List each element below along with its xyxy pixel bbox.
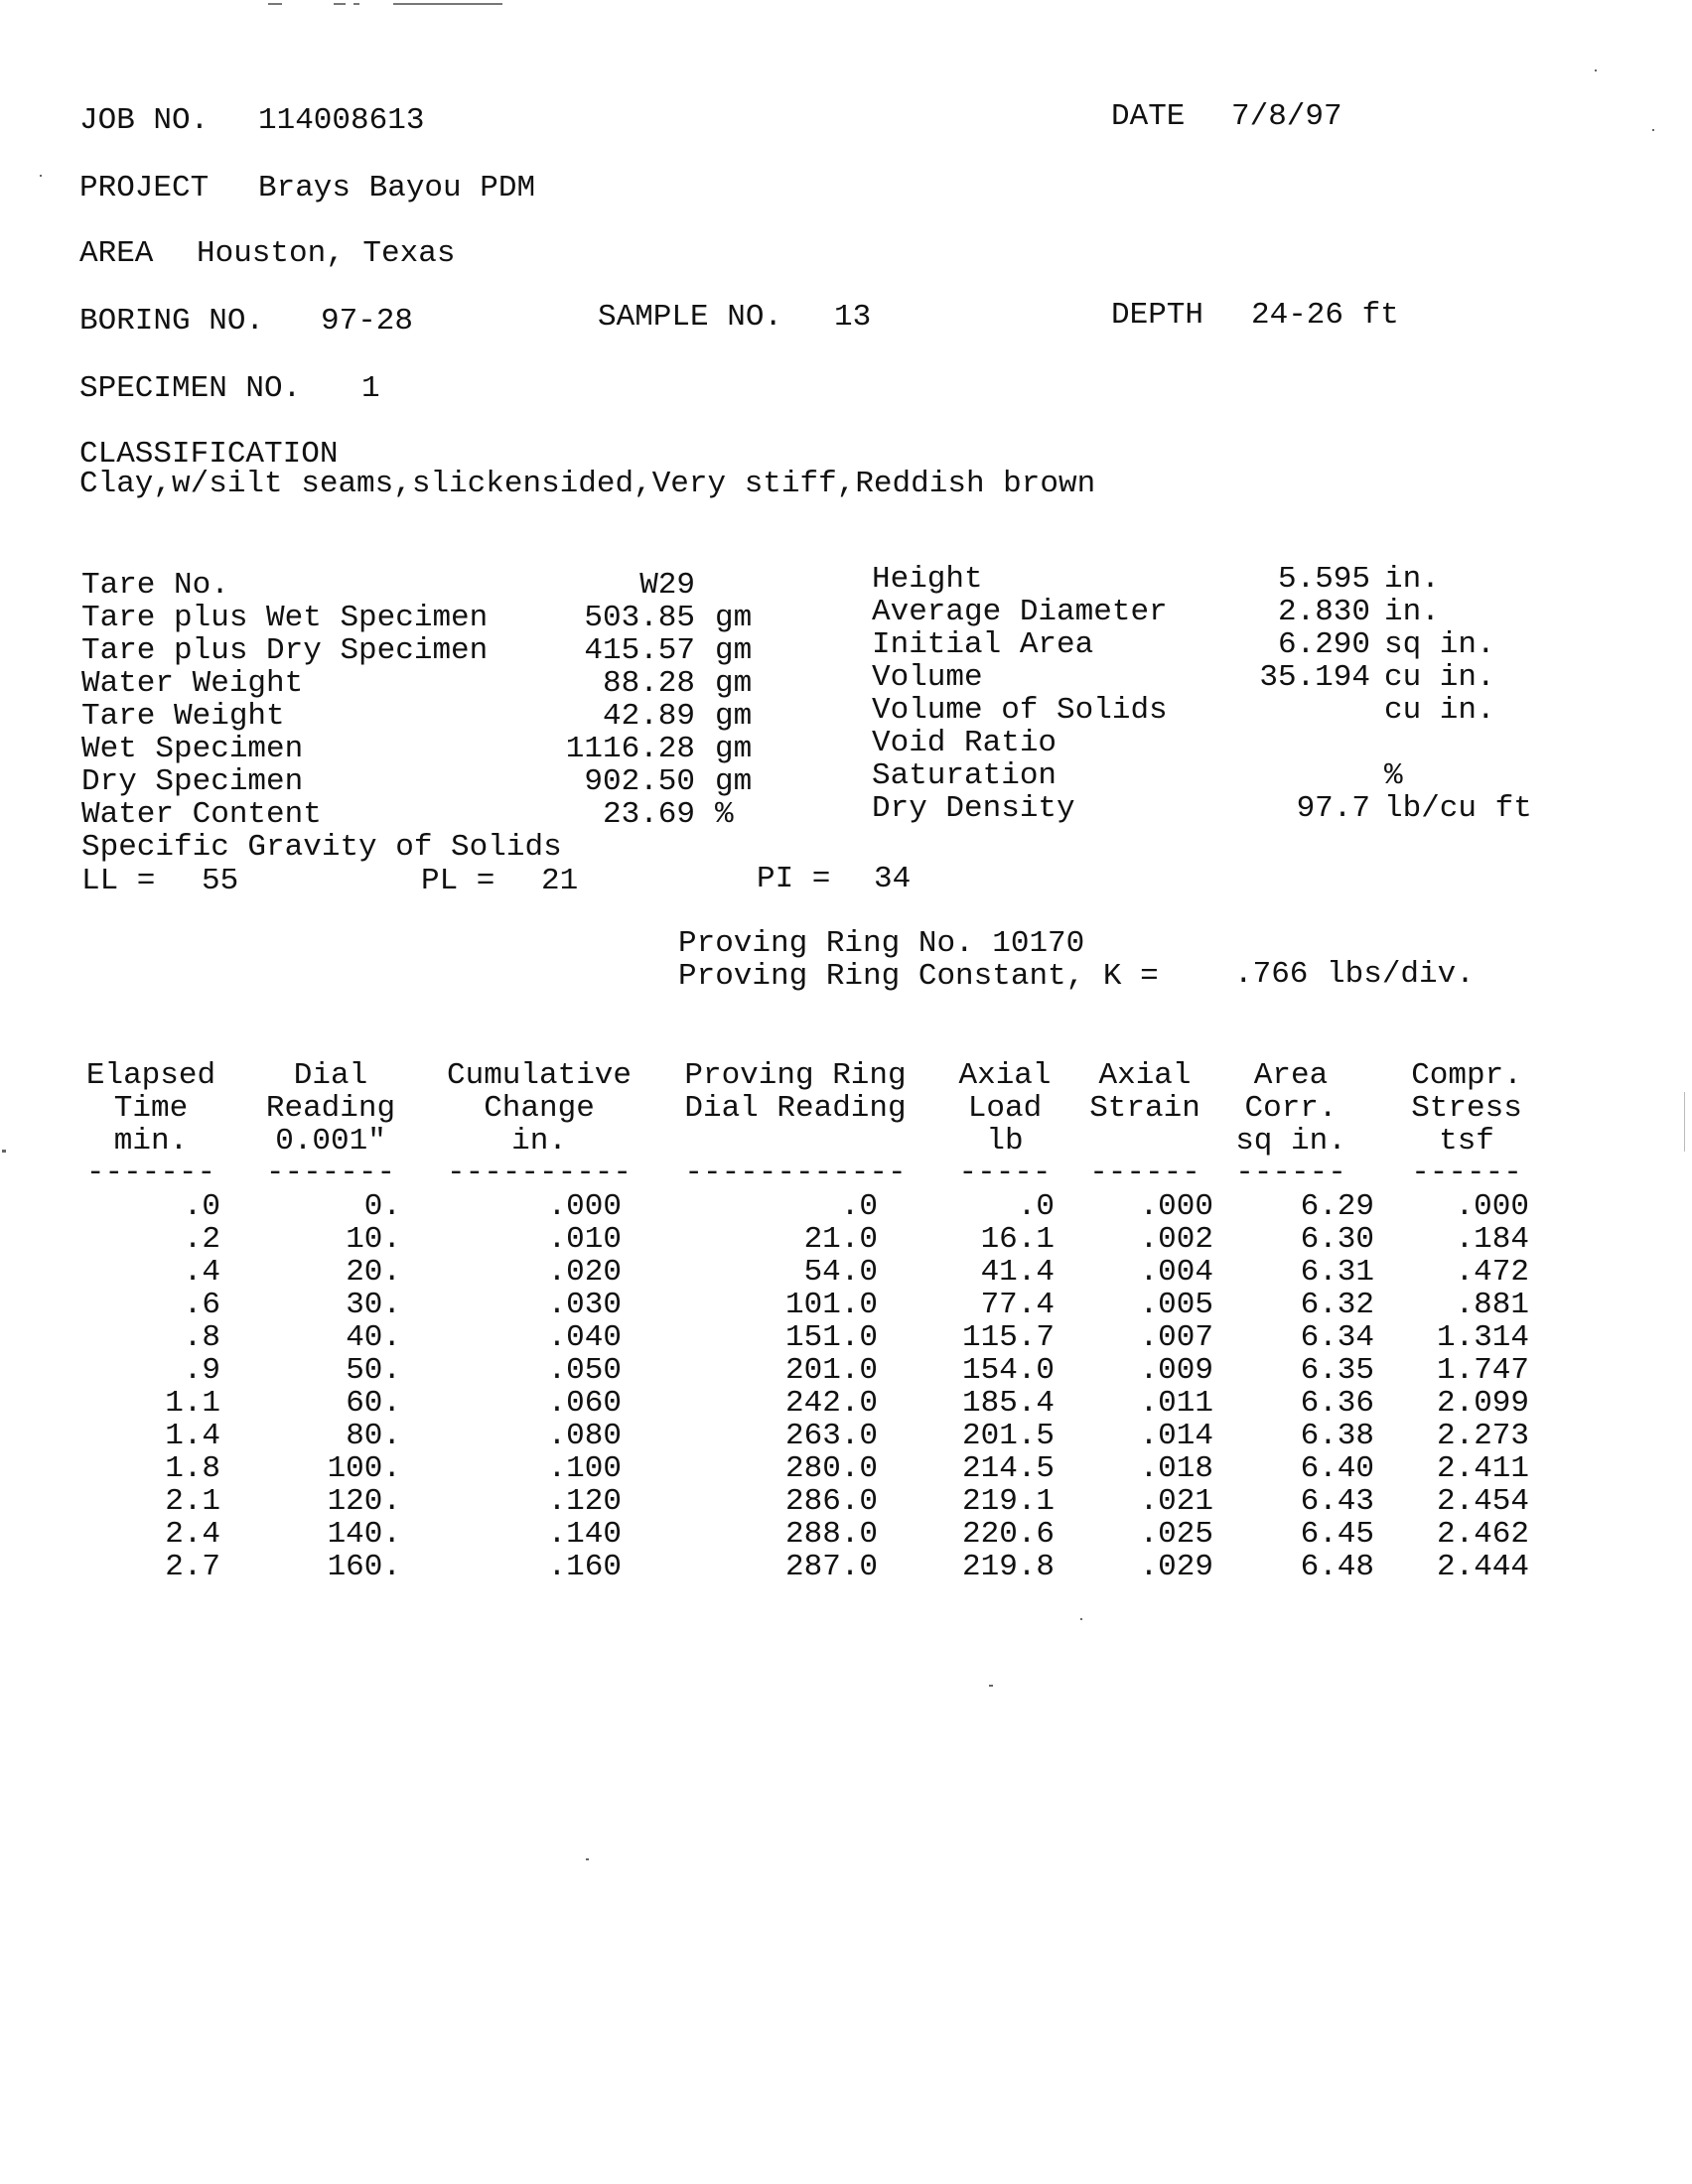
specimen-value: 1 [361,371,380,406]
property-label: Height [872,562,983,597]
sample-label: SAMPLE NO. [598,300,783,335]
table-cell: 219.8 [961,1550,1055,1584]
table-cell: 160. [327,1550,401,1584]
table-cell: 214.5 [961,1451,1055,1486]
table-cell: .6 [183,1288,220,1322]
project-label: PROJECT [79,171,210,205]
table-cell: .9 [183,1353,220,1388]
property-value: 5.595 [1277,562,1370,597]
table-cell: 201.5 [961,1419,1055,1453]
table-cell: 6.38 [1300,1419,1374,1453]
proving-ring-number: Proving Ring No. 10170 [678,926,1085,961]
property-label: Initial Area [872,627,1094,662]
table-cell: 50. [346,1353,401,1388]
property-unit: % [1384,758,1403,793]
column-header: min. [113,1124,189,1159]
property-label: Wet Specimen [81,732,304,766]
table-cell: 6.48 [1300,1550,1374,1584]
column-header: in. [511,1124,567,1159]
table-cell: 16.1 [980,1222,1055,1257]
property-value: 6.290 [1277,627,1370,662]
table-cell: 115.7 [961,1320,1055,1355]
table-cell: 154.0 [961,1353,1055,1388]
table-cell: .050 [547,1353,622,1388]
depth-value: 24-26 ft [1251,298,1399,333]
column-header: tsf [1439,1124,1494,1159]
table-cell: 60. [346,1386,401,1421]
property-label: Volume [872,660,983,695]
ll-value: 55 [202,864,239,898]
column-header: Axial [1098,1058,1192,1093]
table-cell: 2.454 [1436,1484,1529,1519]
column-header: Cumulative [446,1058,633,1093]
property-label: Tare plus Wet Specimen [81,601,489,635]
classification-label: CLASSIFICATION [79,437,339,472]
table-cell: .120 [547,1484,622,1519]
column-header: sq in. [1235,1124,1346,1159]
table-cell: .0 [840,1189,878,1224]
table-cell: 6.30 [1300,1222,1374,1257]
project-value: Brays Bayou PDM [258,171,536,205]
table-cell: .0 [183,1189,220,1224]
specific-gravity-label: Specific Gravity of Solids [81,830,562,865]
property-value: 503.85 [584,601,695,635]
table-cell: 77.4 [980,1288,1055,1322]
table-cell: .007 [1139,1320,1213,1355]
scan-speck [1595,69,1597,71]
table-cell: .004 [1139,1255,1213,1290]
table-cell: .881 [1455,1288,1529,1322]
table-cell: 6.31 [1300,1255,1374,1290]
table-cell: 2.7 [165,1550,220,1584]
property-value: 35.194 [1259,660,1370,695]
property-unit: % [715,797,734,832]
property-unit: in. [1384,562,1440,597]
property-unit: gm [715,666,753,701]
table-cell: .011 [1139,1386,1213,1421]
property-value: 88.28 [602,666,695,701]
property-value: 97.7 [1296,791,1370,826]
property-label: Dry Density [872,791,1075,826]
table-cell: .060 [547,1386,622,1421]
property-value: 23.69 [602,797,695,832]
pi-value: 34 [874,862,912,896]
table-cell: 10. [346,1222,401,1257]
table-cell: .160 [547,1550,622,1584]
header-rule: ------------ [684,1156,907,1190]
table-cell: 41.4 [980,1255,1055,1290]
column-header: Strain [1089,1091,1200,1126]
table-cell: 6.43 [1300,1484,1374,1519]
column-header: Axial [958,1058,1052,1093]
table-cell: 185.4 [961,1386,1055,1421]
property-unit: gm [715,732,753,766]
column-header: Reading [265,1091,396,1126]
table-cell: 242.0 [784,1386,878,1421]
date-label: DATE [1111,99,1186,134]
property-value: W29 [639,568,695,603]
table-cell: 2.1 [165,1484,220,1519]
table-cell: 0. [363,1189,401,1224]
property-unit: gm [715,764,753,799]
table-cell: 2.411 [1436,1451,1529,1486]
column-header: Change [484,1091,595,1126]
table-cell: 219.1 [961,1484,1055,1519]
pi-label: PI = [757,862,831,896]
table-cell: 21.0 [803,1222,878,1257]
property-label: Saturation [872,758,1058,793]
property-label: Dry Specimen [81,764,304,799]
scan-speck [1684,1092,1685,1152]
table-cell: 6.29 [1300,1189,1374,1224]
table-cell: .010 [547,1222,622,1257]
table-cell: .472 [1455,1255,1529,1290]
property-label: Tare plus Dry Specimen [81,633,489,668]
table-cell: .009 [1139,1353,1213,1388]
property-label: Water Content [81,797,322,832]
header-rule: ------- [265,1156,396,1190]
table-cell: 101.0 [784,1288,878,1322]
column-header: Time [113,1091,189,1126]
column-header: Compr. [1411,1058,1522,1093]
table-cell: 220.6 [961,1517,1055,1552]
table-cell: .000 [1455,1189,1529,1224]
table-cell: 80. [346,1419,401,1453]
table-cell: 1.314 [1436,1320,1529,1355]
sample-value: 13 [834,300,872,335]
area-value: Houston, Texas [197,236,456,271]
table-cell: 140. [327,1517,401,1552]
column-header: Dial Reading [684,1091,907,1126]
table-cell: 1.8 [165,1451,220,1486]
scan-marks [268,0,665,6]
header-rule: ------ [1235,1156,1346,1190]
table-cell: 20. [346,1255,401,1290]
property-unit: lb/cu ft [1384,791,1532,826]
table-cell: 2.099 [1436,1386,1529,1421]
scan-speck [40,175,42,177]
column-header: Load [967,1091,1043,1126]
property-value: 2.830 [1277,595,1370,629]
table-cell: 1.747 [1436,1353,1529,1388]
specimen-label: SPECIMEN NO. [79,371,302,406]
table-cell: 1.1 [165,1386,220,1421]
table-cell: 280.0 [784,1451,878,1486]
property-label: Average Diameter [872,595,1168,629]
column-header: lb [986,1124,1024,1159]
table-cell: .040 [547,1320,622,1355]
job-label: JOB NO. [79,103,210,138]
table-cell: 100. [327,1451,401,1486]
table-cell: 6.34 [1300,1320,1374,1355]
property-unit: gm [715,601,753,635]
property-value: 415.57 [584,633,695,668]
property-label: Void Ratio [872,726,1058,760]
table-cell: .014 [1139,1419,1213,1453]
table-cell: .021 [1139,1484,1213,1519]
table-cell: .025 [1139,1517,1213,1552]
table-cell: 6.36 [1300,1386,1374,1421]
depth-label: DEPTH [1111,298,1204,333]
table-cell: .020 [547,1255,622,1290]
header-rule: ---------- [446,1156,633,1190]
property-unit: gm [715,633,753,668]
table-cell: 2.4 [165,1517,220,1552]
property-label: Tare No. [81,568,229,603]
property-unit: in. [1384,595,1440,629]
table-cell: 2.273 [1436,1419,1529,1453]
scan-speck [989,1685,993,1687]
table-cell: 6.40 [1300,1451,1374,1486]
scan-speck [2,1150,6,1153]
table-cell: 151.0 [784,1320,878,1355]
table-cell: .005 [1139,1288,1213,1322]
property-value: 42.89 [602,699,695,734]
table-cell: 287.0 [784,1550,878,1584]
table-cell: .4 [183,1255,220,1290]
header-rule: ------ [1089,1156,1200,1190]
property-unit: cu in. [1384,660,1495,695]
property-label: Tare Weight [81,699,285,734]
column-header: Dial [293,1058,368,1093]
table-cell: .0 [1017,1189,1055,1224]
table-cell: .002 [1139,1222,1213,1257]
pl-label: PL = [421,864,495,898]
column-header: Area [1253,1058,1329,1093]
property-unit: cu in. [1384,693,1495,728]
scan-speck [1652,129,1654,131]
table-cell: 6.45 [1300,1517,1374,1552]
table-cell: .080 [547,1419,622,1453]
property-value: 1116.28 [565,732,695,766]
table-cell: .000 [547,1189,622,1224]
table-cell: 54.0 [803,1255,878,1290]
classification-value: Clay,w/silt seams,slickensided,Very stiff,Reddish brown [79,467,1096,501]
proving-ring-constant-value: .766 lbs/div. [1234,957,1475,992]
header-rule: ------ [1411,1156,1522,1190]
table-cell: 120. [327,1484,401,1519]
table-cell: .8 [183,1320,220,1355]
table-cell: .030 [547,1288,622,1322]
property-unit: gm [715,699,753,734]
column-header: Elapsed [85,1058,216,1093]
column-header: Stress [1411,1091,1522,1126]
table-cell: .140 [547,1517,622,1552]
scan-speck [586,1858,589,1860]
table-cell: 286.0 [784,1484,878,1519]
job-number: 114008613 [258,103,425,138]
table-cell: 2.444 [1436,1550,1529,1584]
table-cell: 1.4 [165,1419,220,1453]
header-rule: ----- [958,1156,1052,1190]
table-cell: 201.0 [784,1353,878,1388]
property-label: Water Weight [81,666,304,701]
table-cell: 288.0 [784,1517,878,1552]
table-cell: 40. [346,1320,401,1355]
column-header: Corr. [1244,1091,1338,1126]
table-cell: .018 [1139,1451,1213,1486]
area-label: AREA [79,236,154,271]
property-value: 902.50 [584,764,695,799]
property-label: Volume of Solids [872,693,1168,728]
table-cell: 263.0 [784,1419,878,1453]
column-header: Proving Ring [684,1058,907,1093]
column-header: 0.001" [275,1124,386,1159]
property-unit: sq in. [1384,627,1495,662]
date-value: 7/8/97 [1231,99,1342,134]
table-cell: 30. [346,1288,401,1322]
proving-ring-constant-label: Proving Ring Constant, K = [678,959,1159,994]
table-cell: .2 [183,1222,220,1257]
table-cell: 6.35 [1300,1353,1374,1388]
table-cell: .000 [1139,1189,1213,1224]
boring-value: 97-28 [321,304,414,339]
scan-speck [1080,1618,1082,1620]
table-cell: .029 [1139,1550,1213,1584]
pl-value: 21 [541,864,579,898]
ll-label: LL = [81,864,156,898]
header-rule: ------- [85,1156,216,1190]
table-cell: 2.462 [1436,1517,1529,1552]
boring-label: BORING NO. [79,304,265,339]
table-cell: 6.32 [1300,1288,1374,1322]
table-cell: .184 [1455,1222,1529,1257]
table-cell: .100 [547,1451,622,1486]
